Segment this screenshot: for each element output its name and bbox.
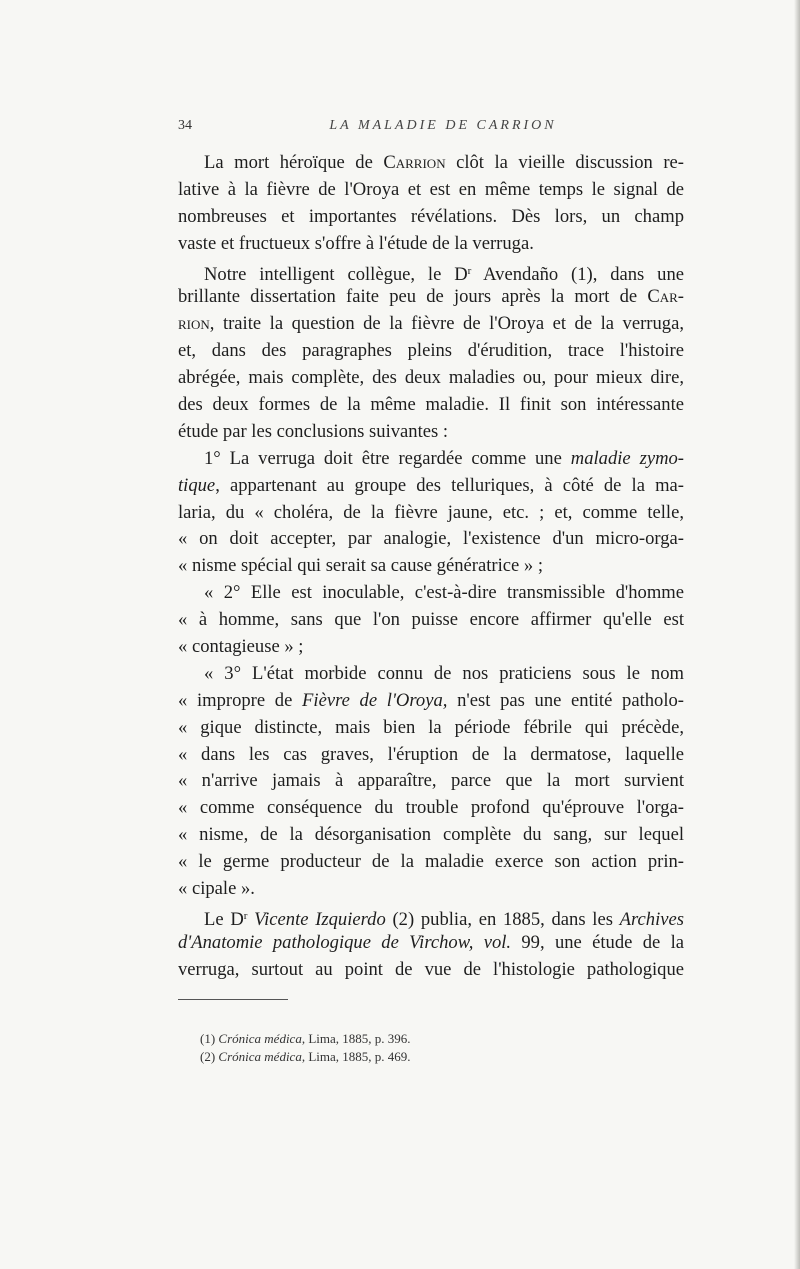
text-line: d'Anatomie pathologique de Virchow, vol. 99, une étude de la <box>178 931 684 953</box>
text-line: abrégée, mais complète, des deux maladies ou, pour mieux dire, <box>178 367 684 389</box>
body-text <box>178 150 684 984</box>
footnote-2: (2) Crónica médica, Lima, 1885, p. 469. <box>200 1049 411 1064</box>
text-line: « on doit accepter, par analogie, l'existence d'un micro-orga- <box>178 528 684 550</box>
text-line: « 3° L'état morbide connu de nos praticiens sous le nom <box>204 662 684 684</box>
text-line: « le germe producteur de la maladie exerce son action prin- <box>178 851 684 873</box>
text-line: Notre intelligent collègue, le $D^r$ Avendaño (1), dans une <box>204 263 684 285</box>
text-line: « 2° Elle est inoculable, c'est-à-dire transmissible d'homme <box>204 582 684 604</box>
text-line: lative à la fièvre de l'Oroya et est en même temps le signal de <box>178 178 684 200</box>
text-line: « à homme, sans que l'on puisse encore affirmer qu'elle est <box>178 609 684 631</box>
text-line: Le $D^r$ Vicente Izquierdo (2) publia, en 1885, dans les Archives <box>204 908 685 930</box>
text-line: tique, appartenant au groupe des telluriques, à côté de la ma- <box>178 474 684 496</box>
text-line: verruga, surtout au point de vue de l'histologie pathologique <box>178 958 684 980</box>
text-line: La mort héroïque de Carrion clôt la vieille discussion re- <box>204 152 684 173</box>
text-line: nombreuses et importantes révélations. Dès lors, un champ <box>178 205 684 227</box>
page-edge-shadow <box>794 0 800 1269</box>
text-line: 1° La verruga doit être regardée comme une maladie zymo- <box>204 447 684 469</box>
text-line: brillante dissertation faite peu de jours après la mort de Car- <box>178 286 684 308</box>
text-line: « comme conséquence du trouble profond qu'éprouve l'orga- <box>178 797 684 819</box>
text-line: étude par les conclusions suivantes : <box>178 420 449 442</box>
page-header <box>178 118 708 142</box>
text-line: « nisme, de la désorganisation complète du sang, sur lequel <box>178 824 684 846</box>
text-line: « contagieuse » ; <box>178 636 304 658</box>
text-line: « dans les cas graves, l'éruption de la dermatose, laquelle <box>178 743 684 765</box>
text-line: des deux formes de la même maladie. Il finit son intéressante <box>178 394 684 416</box>
text-line: « n'arrive jamais à apparaître, parce que la mort survient <box>178 770 684 792</box>
text-line: rion, traite la question de la fièvre de l'Oroya et de la verruga, <box>178 313 684 335</box>
text-line: « gique distincte, mais bien la période fébrile qui précède, <box>178 716 684 738</box>
text-line: « cipale ». <box>178 878 255 900</box>
footnote-divider <box>178 999 288 1000</box>
text-line: laria, du « choléra, de la fièvre jaune, etc. ; et, comme telle, <box>178 501 684 523</box>
text-line: et, dans des paragraphes pleins d'érudition, trace l'histoire <box>178 340 684 362</box>
text-line: « impropre de Fièvre de l'Oroya, n'est pas une entité patholo- <box>178 689 684 711</box>
footnote-1: (1) Crónica médica, Lima, 1885, p. 396. <box>200 1031 411 1046</box>
page-number: 34 <box>178 118 192 133</box>
text-line: « nisme spécial qui serait sa cause génératrice » ; <box>178 555 544 577</box>
text-line: vaste et fructueux s'offre à l'étude de la verruga. <box>178 232 534 254</box>
footnotes <box>200 1030 500 1066</box>
running-title: LA MALADIE DE CARRION <box>329 118 557 133</box>
